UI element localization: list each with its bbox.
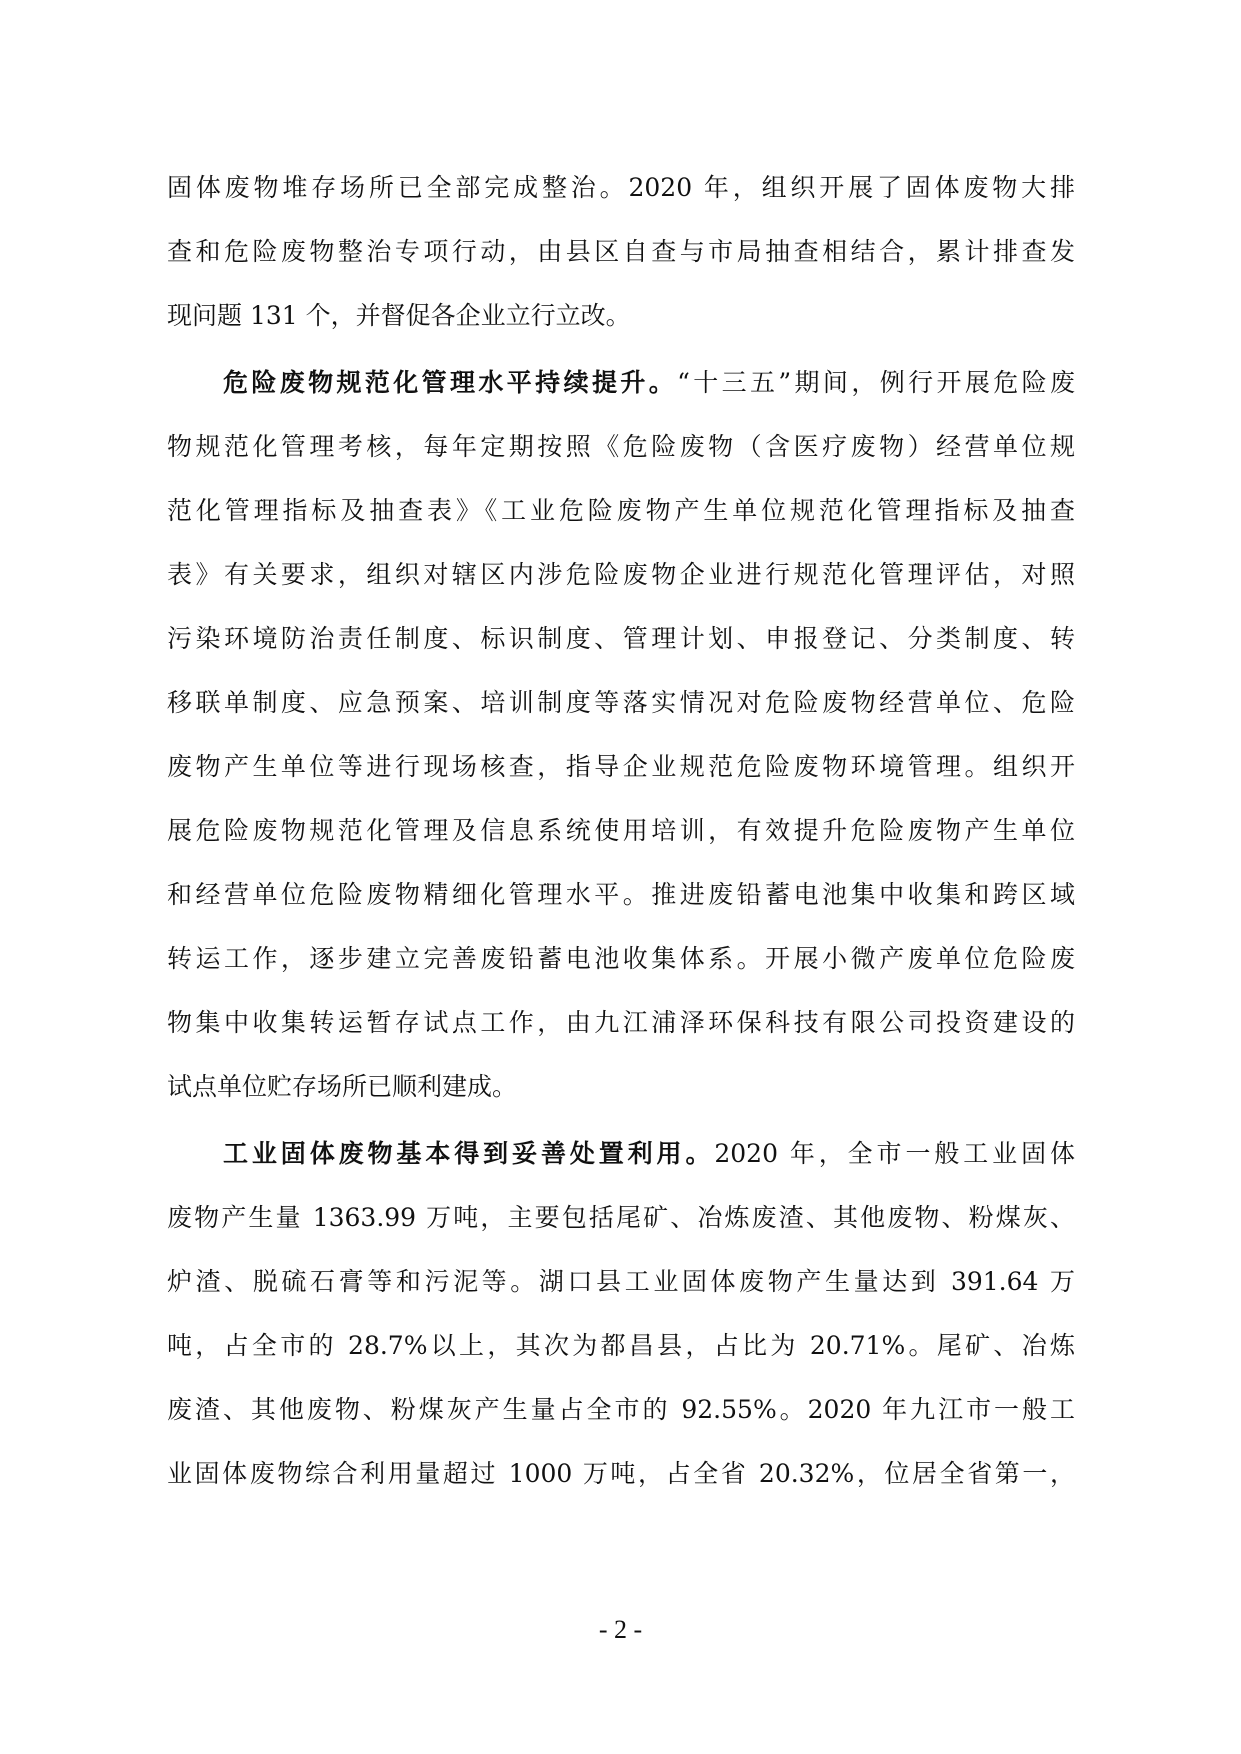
text-line: 移联单制度、应急预案、培训制度等落实情况对危险废物经营单位、危险 <box>167 688 1075 717</box>
page-number: - 2 - <box>598 1615 643 1644</box>
paragraph-first-line <box>223 1136 1075 1172</box>
text-line: 炉渣、脱硫石膏等和污泥等。湖口县工业固体废物产生量达到 391.64 万 <box>167 1267 1075 1296</box>
text-line: 污染环境防治责任制度、标识制度、管理计划、申报登记、分类制度、转 <box>167 624 1075 653</box>
text-line: 废物产生单位等进行现场核查，指导企业规范危险废物环境管理。组织开 <box>167 752 1075 781</box>
text-span: 2020 年，全市一般工业固体 <box>714 1139 1075 1168</box>
text-line: 吨，占全市的 28.7%以上，其次为都昌县，占比为 20.71%。尾矿、冶炼 <box>167 1331 1075 1360</box>
text-line: 物集中收集转运暂存试点工作，由九江浦泽环保科技有限公司投资建设的 <box>167 1008 1075 1037</box>
text-line: 现问题 131 个，并督促各企业立行立改。 <box>167 301 631 330</box>
text-line: 废物产生量 1363.99 万吨，主要包括尾矿、冶炼废渣、其他废物、粉煤灰、 <box>167 1203 1075 1232</box>
paragraph-first-line <box>223 365 1075 401</box>
text-line: 废渣、其他废物、粉煤灰产生量占全市的 92.55%。2020 年九江市一般工 <box>167 1395 1075 1424</box>
text-line: 表》有关要求，组织对辖区内涉危险废物企业进行规范化管理评估，对照 <box>167 560 1075 589</box>
text-line: 查和危险废物整治专项行动，由县区自查与市局抽查相结合，累计排查发 <box>167 237 1075 266</box>
text-line: 转运工作，逐步建立完善废铅蓄电池收集体系。开展小微产废单位危险废 <box>167 944 1075 973</box>
text-line: 固体废物堆存场所已全部完成整治。2020 年，组织开展了固体废物大排 <box>167 173 1075 202</box>
text-line: 物规范化管理考核，每年定期按照《危险废物（含医疗废物）经营单位规 <box>167 432 1075 461</box>
text-line: 试点单位贮存场所已顺利建成。 <box>167 1072 518 1101</box>
text-line: 业固体废物综合利用量超过 1000 万吨，占全省 20.32%，位居全省第一， <box>167 1459 1075 1488</box>
paragraph-heading: 工业固体废物基本得到妥善处置利用。 <box>223 1139 715 1168</box>
text-line: 和经营单位危险废物精细化管理水平。推进废铅蓄电池集中收集和跨区域 <box>167 880 1075 909</box>
text-span: “十三五”期间，例行开展危险废 <box>677 368 1075 397</box>
text-line: 范化管理指标及抽查表》《工业危险废物产生单位规范化管理指标及抽查 <box>167 496 1075 525</box>
paragraph-heading: 危险废物规范化管理水平持续提升。 <box>223 368 678 397</box>
text-line: 展危险废物规范化管理及信息系统使用培训，有效提升危险废物产生单位 <box>167 816 1075 845</box>
